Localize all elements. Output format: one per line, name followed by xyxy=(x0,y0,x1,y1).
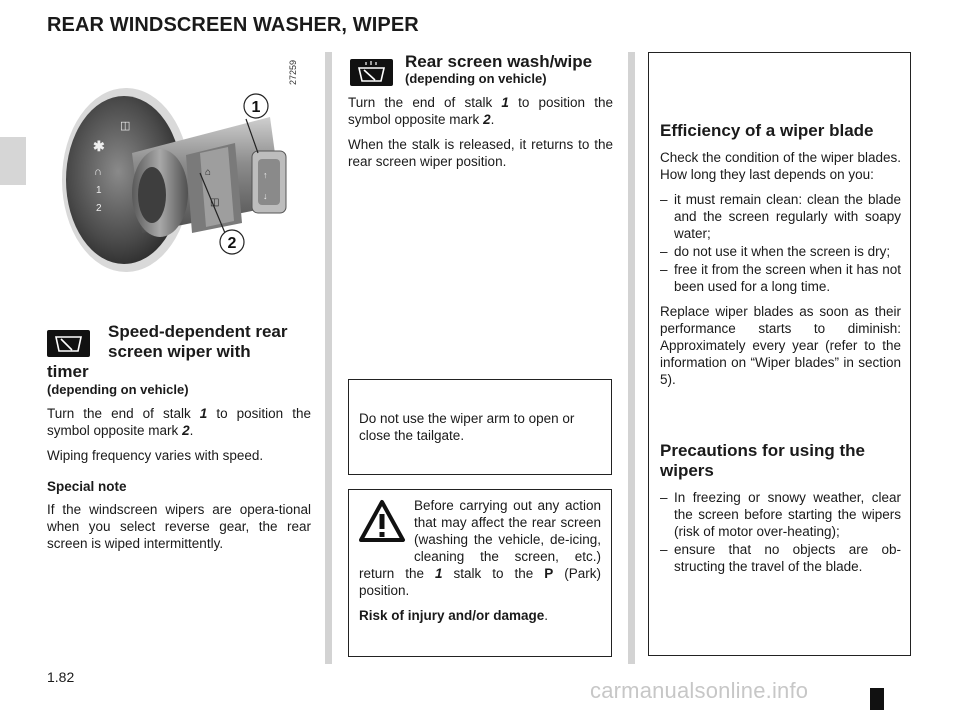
callout-2: 2 xyxy=(227,235,237,252)
speed-dependent-heading: Speed-dependent rear screen wiper with xyxy=(108,322,288,361)
list-item: – do not use it when the screen is dry; xyxy=(660,243,901,260)
wash-wipe-availability: (depending on vehicle) xyxy=(405,71,547,86)
efficiency-text: Check the condition of the wiper blades. How long they last depends on you: – it must remain clean: clean the blade and the screen regularly with soapy water; – do not use it when the screen is dry; – free it from the screen when it has not been used for a long time. Replace wiper blades as soon as their performance starts to diminish: Approximately every year (refer to the information on “Wiper blades” in section 5). xyxy=(660,149,901,388)
list-item: – free it from the screen when it has not been used for a long time. xyxy=(660,261,901,295)
list-item: – ensure that no objects are ob-structing the travel of the blade. xyxy=(660,541,901,575)
warning-box xyxy=(348,489,612,657)
page-number: 1.82 xyxy=(47,669,75,685)
svg-text:2: 2 xyxy=(96,203,102,214)
watermark: carmanualsonline.info xyxy=(590,678,809,703)
svg-text:∩: ∩ xyxy=(94,166,102,178)
page-title: REAR WINDSCREEN WASHER, WIPER xyxy=(47,14,419,36)
svg-text:1: 1 xyxy=(96,185,102,196)
svg-text:↑: ↑ xyxy=(263,170,268,180)
svg-text:↓: ↓ xyxy=(263,191,268,201)
efficiency-list xyxy=(660,191,901,295)
column-divider-left xyxy=(325,52,332,664)
list-item: – it must remain clean: clean the blade and the screen regularly with soapy water; xyxy=(660,191,901,242)
wash-wipe-heading: Rear screen wash/wipe xyxy=(405,52,593,71)
special-note-text: If the windscreen wipers are opera-tional when you select reverse gear, the rear screen is wiped intermittently. xyxy=(47,502,311,551)
speed-dependent-availability: (depending on vehicle) xyxy=(47,382,189,397)
svg-text:⌂: ⌂ xyxy=(205,167,212,178)
list-item: – In freezing or snowy weather, clear the screen before starting the wipers (risk of motor over-heating); xyxy=(660,489,901,540)
rear-wash-wipe-icon xyxy=(350,59,393,86)
speed-dependent-text: Turn the end of stalk 1 to position the symbol opposite mark 2. Wiping frequency varies with speed. Special note If the windscreen wipers are opera-tional when you select reverse gear, the rear screen is wiped intermittently. xyxy=(47,406,312,551)
special-note-heading: Special note xyxy=(47,479,127,494)
warning-text: Before carrying out any action that may affect the rear screen (washing the vehicle, de-icing, cleaning the screen, etc.) return the 1 stalk to the P (Park) position. Risk of injury and/or damage. xyxy=(359,498,601,623)
tailgate-note-text: Do not use the wiper arm to open or close the tailgate. xyxy=(359,411,575,443)
wiper-advice-box xyxy=(648,52,911,656)
wiper-stalk-illustration xyxy=(60,55,320,280)
section-tab xyxy=(0,137,26,185)
corner-mark xyxy=(870,688,884,710)
svg-text:◫: ◫ xyxy=(120,120,131,132)
svg-text:◫: ◫ xyxy=(210,197,220,208)
efficiency-heading: Efficiency of a wiper blade xyxy=(660,121,874,140)
speed-dependent-heading-end: timer xyxy=(47,362,89,381)
risk-text: Risk of injury and/or damage xyxy=(359,608,545,623)
callout-1: 1 xyxy=(251,99,261,116)
precautions-list xyxy=(660,489,901,575)
precautions-text xyxy=(660,489,901,576)
precautions-heading: Precautions for using the wipers xyxy=(660,441,865,480)
figure-code: 27259 xyxy=(288,60,298,86)
wash-wipe-text: Turn the end of stalk 1 to position the symbol opposite mark 2. When the stalk is released, it returns to the rear screen wiper position. xyxy=(348,95,614,169)
svg-text:✱: ✱ xyxy=(93,138,105,154)
column-divider-right xyxy=(628,52,635,664)
tailgate-note-box xyxy=(348,379,612,475)
rear-wiper-timer-icon xyxy=(47,330,90,357)
